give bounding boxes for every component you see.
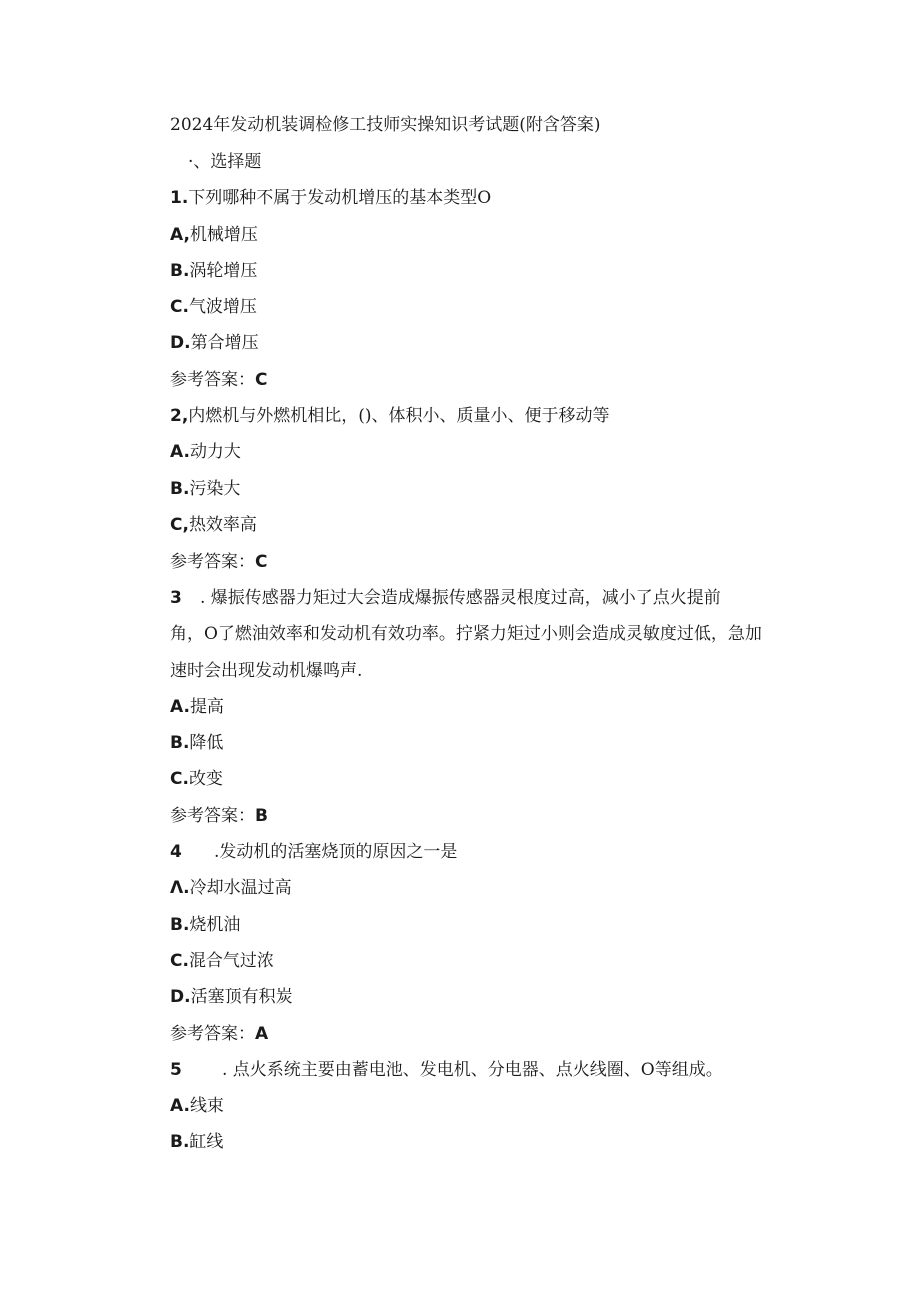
question-number: 5 (170, 1060, 182, 1080)
section-heading: ·、选择题 (188, 152, 262, 172)
question-4 (170, 841, 457, 863)
option-letter: B. (170, 733, 190, 753)
question-text: . 点火系统主要由蓄电池、发电机、分电器、点火线圈、O等组成。 (222, 1060, 723, 1080)
option (170, 514, 257, 536)
option (170, 877, 292, 899)
option (170, 332, 259, 354)
option-text: 动力大 (189, 442, 241, 462)
option-letter: A. (170, 442, 190, 462)
option (170, 696, 224, 718)
option (170, 950, 274, 972)
option-text: 机械增压 (189, 225, 258, 245)
question-text: 内燃机与外燃机相比，()、体积小、质量小、便于移动等 (188, 406, 610, 426)
option-letter: C. (170, 297, 189, 317)
question-text: 下列哪种不属于发动机增压的基本类型O (188, 188, 492, 208)
option (170, 296, 257, 318)
document-title: 2024年发动机装调检修工技师实操知识考试题(附含答案) (170, 115, 601, 135)
option-letter: C, (170, 515, 189, 535)
answer-line (170, 369, 267, 391)
option-letter: C. (170, 951, 189, 971)
option-letter: B. (170, 1132, 190, 1152)
option-text: 冷却水温过高 (189, 878, 292, 898)
option-text: 烧机油 (189, 915, 241, 935)
option-text: 提高 (189, 697, 224, 717)
option-text: 热效率高 (188, 515, 257, 535)
option (170, 441, 241, 463)
option-text: 气波增压 (188, 297, 257, 317)
question-number: 2, (170, 406, 189, 426)
option-text: 第合增压 (190, 333, 259, 353)
answer-value: C (255, 370, 268, 390)
question-5 (170, 1059, 723, 1081)
option-letter: A, (170, 225, 190, 245)
option (170, 986, 293, 1008)
answer-label: 参考答案： (170, 806, 255, 826)
option-letter: A. (170, 697, 190, 717)
question-text-line: 速时会出现发动机爆鸣声. (170, 661, 363, 681)
option (170, 914, 240, 936)
option-letter: B. (170, 915, 190, 935)
answer-label: 参考答案： (170, 370, 255, 390)
option-letter: Λ. (170, 878, 190, 898)
option-text: 缸线 (189, 1132, 224, 1152)
option-letter: D. (170, 333, 191, 353)
option-text: 混合气过浓 (188, 951, 274, 971)
answer-line (170, 551, 267, 573)
answer-value: B (255, 806, 268, 826)
option-letter: C. (170, 769, 189, 789)
question-text-line: 角，O了燃油效率和发动机有效功率。拧紧力矩过小则会造成灵敏度过低，急加 (170, 624, 762, 644)
question-number: 3 (170, 588, 182, 608)
question-number: 1. (170, 188, 189, 208)
option-text: 线束 (189, 1096, 224, 1116)
option-letter: B. (170, 261, 190, 281)
option-text: 降低 (189, 733, 224, 753)
answer-line (170, 1023, 268, 1045)
option-letter: B. (170, 479, 190, 499)
option (170, 732, 223, 754)
question-number: 4 (170, 842, 182, 862)
answer-line (170, 805, 268, 827)
question-1 (170, 187, 491, 209)
answer-label: 参考答案： (170, 552, 255, 572)
question-3 (170, 587, 721, 609)
answer-label: 参考答案： (170, 1024, 255, 1044)
option (170, 768, 223, 790)
answer-value: C (255, 552, 268, 572)
option (170, 224, 258, 246)
answer-value: A (255, 1024, 269, 1044)
question-2 (170, 405, 610, 427)
option (170, 1095, 224, 1117)
option-text: 改变 (188, 769, 223, 789)
option-text: 污染大 (189, 479, 241, 499)
option (170, 478, 240, 500)
question-text: .发动机的活塞烧顶的原因之一是 (214, 842, 458, 862)
option-text: 活塞顶有积炭 (190, 987, 293, 1007)
option (170, 1131, 223, 1153)
option-letter: D. (170, 987, 191, 1007)
option-letter: A. (170, 1096, 190, 1116)
question-text-line: . 爆振传感器力矩过大会造成爆振传感器灵根度过高，减小了点火提前 (200, 588, 721, 608)
option (170, 260, 257, 282)
option-text: 涡轮增压 (189, 261, 258, 281)
